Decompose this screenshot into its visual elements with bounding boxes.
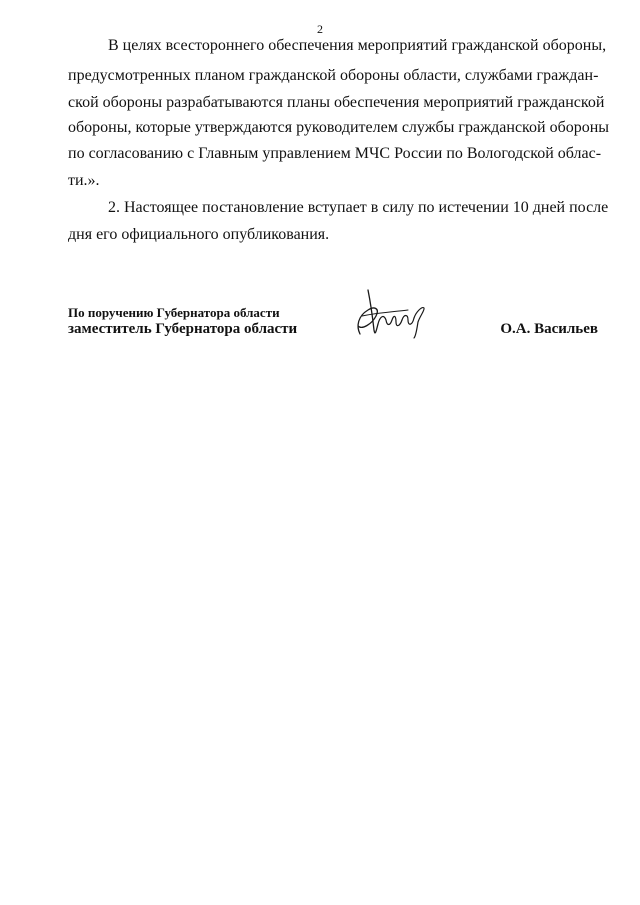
paragraph-1-line-4: обороны, которые утверждаются руководителем службы гражданской обороны <box>68 119 610 136</box>
paragraph-2-line-1: 2. Настоящее постановление вступает в силу по истечении 10 дней после <box>108 199 609 216</box>
handwritten-signature <box>346 286 426 340</box>
signature-authority-line: По поручению Губернатора области <box>68 305 280 320</box>
paragraph-1-line-6: ти.». <box>68 172 100 189</box>
signatory-name: О.А. Васильев <box>500 321 598 337</box>
paragraph-2-line-2: дня его официального опубликования. <box>68 226 330 243</box>
page-number: 2 <box>317 22 323 36</box>
paragraph-1-line-2: предусмотренных планом гражданской обороны области, службами граждан- <box>68 67 599 84</box>
signatory-title: заместитель Губернатора области <box>68 321 298 337</box>
paragraph-1-line-5: по согласованию с Главным управлением МЧС России по Вологодской облас- <box>68 145 602 162</box>
paragraph-1-line-1: В целях всестороннего обеспечения мероприятий гражданской обороны, <box>108 37 607 54</box>
paragraph-1-line-3: ской обороны разрабатываются планы обеспечения мероприятий гражданской <box>68 94 605 111</box>
